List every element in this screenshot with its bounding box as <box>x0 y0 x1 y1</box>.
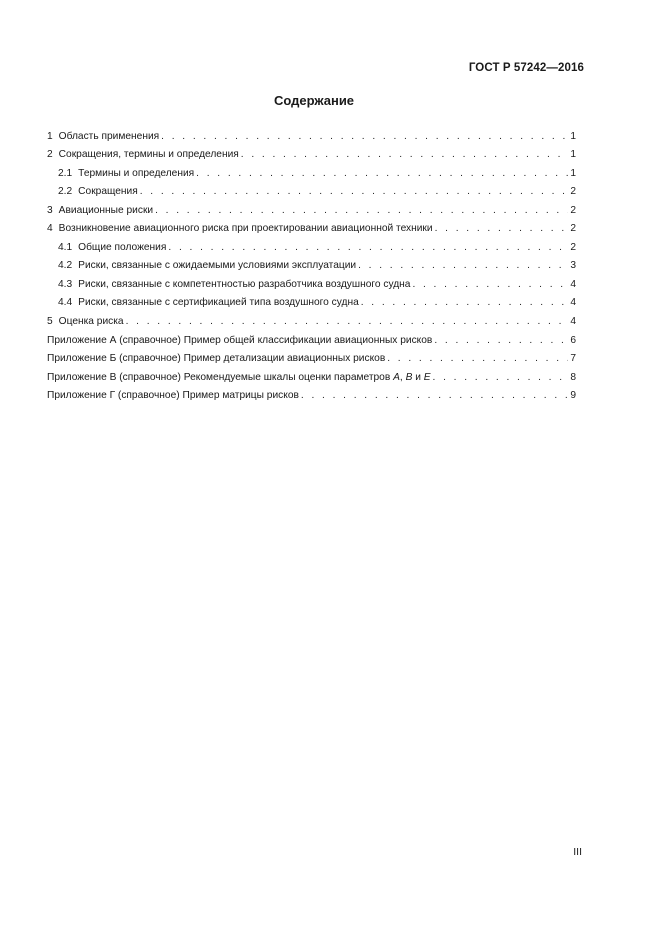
toc-entry-label: Приложение А (справочное) Пример общей классификации авиационных рисков <box>47 334 433 346</box>
toc-entry-number: 3 <box>47 204 53 216</box>
toc-entry-number: 4.4 <box>58 297 73 309</box>
toc-entry-page: 3 <box>570 260 576 272</box>
dot-leader <box>361 297 569 309</box>
param-a: A <box>393 371 400 383</box>
toc-entry-label: Приложение Б (справочное) Пример детализации авиационных рисков <box>47 353 386 365</box>
toc-entry-page: 1 <box>570 149 576 161</box>
param-e: E <box>423 371 431 383</box>
toc-entry-3[interactable] <box>47 198 576 217</box>
dot-leader <box>412 279 568 291</box>
toc-entry-label: Риски, связанные с ожидаемыми условиями эксплуатации <box>78 260 357 272</box>
toc-entry-page: 7 <box>570 353 576 365</box>
toc-entry-1[interactable] <box>47 124 576 143</box>
toc-entry-2-1[interactable] <box>47 161 576 180</box>
dot-leader <box>433 372 569 384</box>
toc-entry-page: 9 <box>570 390 576 402</box>
toc-entry-label: Авиационные риски <box>58 204 154 216</box>
toc-entry-4-4[interactable] <box>47 291 576 310</box>
toc-entry-number: 4.3 <box>58 278 73 290</box>
dot-leader <box>358 260 568 272</box>
toc-entry-appendix-b[interactable] <box>47 347 576 366</box>
toc-entry-label: Общие положения <box>78 241 167 253</box>
dot-leader <box>435 223 569 235</box>
table-of-contents <box>47 124 576 402</box>
toc-entry-page: 4 <box>570 297 576 309</box>
toc-entry-page: 4 <box>570 316 576 328</box>
toc-entry-4[interactable] <box>47 217 576 236</box>
toc-entry-5[interactable] <box>47 309 576 328</box>
page-number: III <box>573 846 582 858</box>
toc-entry-label <box>47 372 431 384</box>
toc-entry-page: 2 <box>570 186 576 198</box>
toc-entry-page: 1 <box>570 167 576 179</box>
toc-entry-appendix-a[interactable] <box>47 328 576 347</box>
toc-entry-4-1[interactable] <box>47 235 576 254</box>
toc-entry-number: 2.2 <box>58 186 73 198</box>
toc-entry-label: Риски, связанные с компетентностью разработчика воздушного судна <box>78 278 411 290</box>
separator: и <box>412 371 424 383</box>
dot-leader <box>241 149 569 161</box>
dot-leader <box>301 390 568 402</box>
toc-entry-number: 1 <box>47 130 53 142</box>
toc-entry-4-3[interactable] <box>47 272 576 291</box>
toc-entry-page: 2 <box>570 204 576 216</box>
toc-entry-label: Приложение Г (справочное) Пример матрицы рисков <box>47 390 299 402</box>
toc-entry-number: 2.1 <box>58 167 73 179</box>
toc-entry-page: 8 <box>570 371 576 383</box>
toc-entry-appendix-v[interactable] <box>47 365 576 384</box>
dot-leader <box>140 186 569 198</box>
toc-entry-label: Оценка риска <box>58 316 124 328</box>
toc-entry-number: 4 <box>47 223 53 235</box>
separator: , <box>399 371 406 383</box>
toc-entry-page: 2 <box>570 241 576 253</box>
dot-leader <box>196 168 568 180</box>
toc-entry-number: 4.2 <box>58 260 73 272</box>
toc-entry-page: 4 <box>570 278 576 290</box>
document-code: ГОСТ Р 57242—2016 <box>468 62 584 74</box>
toc-entry-number: 4.1 <box>58 241 73 253</box>
dot-leader <box>161 131 568 143</box>
toc-entry-page: 2 <box>570 223 576 235</box>
toc-entry-label: Риски, связанные с сертификацией типа воздушного судна <box>78 297 359 309</box>
toc-entry-2[interactable] <box>47 143 576 162</box>
toc-entry-number: 2 <box>47 149 53 161</box>
toc-entry-2-2[interactable] <box>47 180 576 199</box>
toc-entry-page: 6 <box>570 334 576 346</box>
toc-entry-label: Сокращения, термины и определения <box>58 149 239 161</box>
toc-entry-label: Сокращения <box>78 186 138 198</box>
dot-leader <box>434 335 568 347</box>
dot-leader <box>126 316 569 328</box>
toc-title: Содержание <box>273 93 355 108</box>
toc-entry-number: 5 <box>47 316 53 328</box>
toc-entry-page: 1 <box>570 130 576 142</box>
dot-leader <box>155 205 568 217</box>
toc-entry-label-prefix: Приложение В (справочное) Рекомендуемые шкалы оценки параметров <box>47 371 394 383</box>
param-b: B <box>405 371 413 383</box>
toc-entry-4-2[interactable] <box>47 254 576 273</box>
toc-entry-label: Возникновение авиационного риска при проектировании авиационной техники <box>58 223 433 235</box>
dot-leader <box>387 353 568 365</box>
dot-leader <box>168 242 568 254</box>
toc-entry-label: Область применения <box>58 130 160 142</box>
toc-entry-label: Термины и определения <box>78 167 195 179</box>
toc-entry-appendix-g[interactable] <box>47 384 576 403</box>
